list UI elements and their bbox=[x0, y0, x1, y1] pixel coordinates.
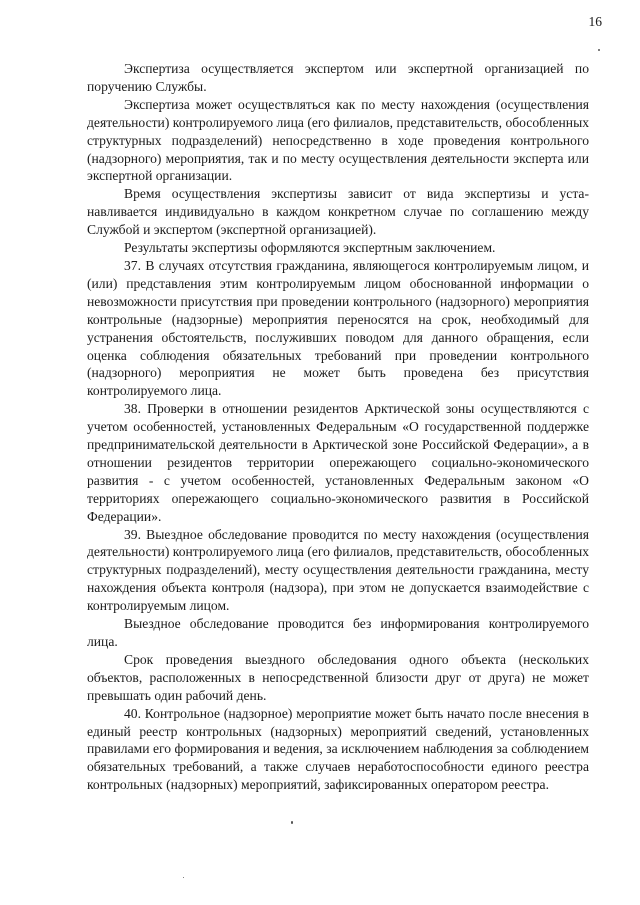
paragraph-inspection-no-notice: Выездное обследование проводится без информирования контролируемого лица. bbox=[87, 616, 589, 649]
paragraph-expertise-duration: Время осуществления экспертизы зависит от вида экспертизы и устанавливается индивидуально в каждом конкретном случае по соглашению между Службой и экспертом (экспертной организацией). bbox=[87, 186, 589, 238]
scan-speck bbox=[291, 821, 293, 824]
paragraph-item-39: 39. Выездное обследование проводится по месту нахождения (осуществления деятельности) контролируемого лица (его филиалов, представительств, обособленных структурных подразделений), месту осуществления деятельности гражданина, месту нахождения объекта контроля (надзора), при этом не допускается взаимодействие с контролируемым лицом. bbox=[87, 526, 589, 614]
paragraph-inspection-term: Срок проведения выездного обследования одного объекта (нескольких объектов, расположенных в непосредственной близости друг от друга) не может превышать один рабочий день. bbox=[87, 651, 589, 703]
paragraph-item-37: 37. В случаях отсутствия гражданина, являющегося контролируемым лицом, и (или) представления этим контролируемым лицом обоснованной информации о невозможности присутствия при проведении контрольного (надзорного) мероприятия контрольные (надзорные) мероприятия переносятся на срок, необходимый для устранения обстоятельств, послуживших поводом для данного обращения, если оценка соблюдения обязательных требований при проведении контрольного (надзорного) мероприятия не может быть проведена без присутствия контролируемого лица. bbox=[87, 257, 589, 399]
document-body bbox=[87, 60, 589, 794]
scan-speck bbox=[598, 49, 600, 51]
paragraph-expertise-results: Результаты экспертизы оформляются экспертным заключением. bbox=[124, 240, 496, 256]
paragraph-expertise-location: Экспертиза может осуществляться как по месту нахождения (осуществления деятельности) контролируемого лица (его филиалов, представительств, обособленных структурных подразделений) непосредственно в ходе проведения контрольного (надзорного) мероприятия, так и по месту осуществления деятельности эксперта или экспертной организации. bbox=[87, 96, 589, 184]
paragraph-item-40: 40. Контрольное (надзорное) мероприятие может быть начато после внесения в единый реестр контрольных (надзорных) мероприятий сведений, установленных правилами его формирования и ведения, за исключением наблюдения за соблюдением обязательных требований, а также случаев неработоспособности единого реестра контрольных (надзорных) мероприятий, зафиксированных оператором реестра. bbox=[87, 705, 589, 793]
paragraph-item-38: 38. Проверки в отношении резидентов Арктической зоны осуществляются с учетом особенностей, установленных Федеральным «О государственной поддержке предпринимательской деятельности в Арктической зоне Российской Федерации», а в отношении резидентов территории опережающего социально-экономического развития - с учетом особенностей, установленных Федеральным законом «О территориях опережающего социально-экономического развития в Российской Федерации». bbox=[87, 401, 589, 524]
paragraph-expertise-performer: Экспертиза осуществляется экспертом или экспертной организацией по поручению Службы. bbox=[87, 61, 589, 94]
page-number: 16 bbox=[588, 14, 602, 29]
scan-speck bbox=[183, 877, 184, 878]
